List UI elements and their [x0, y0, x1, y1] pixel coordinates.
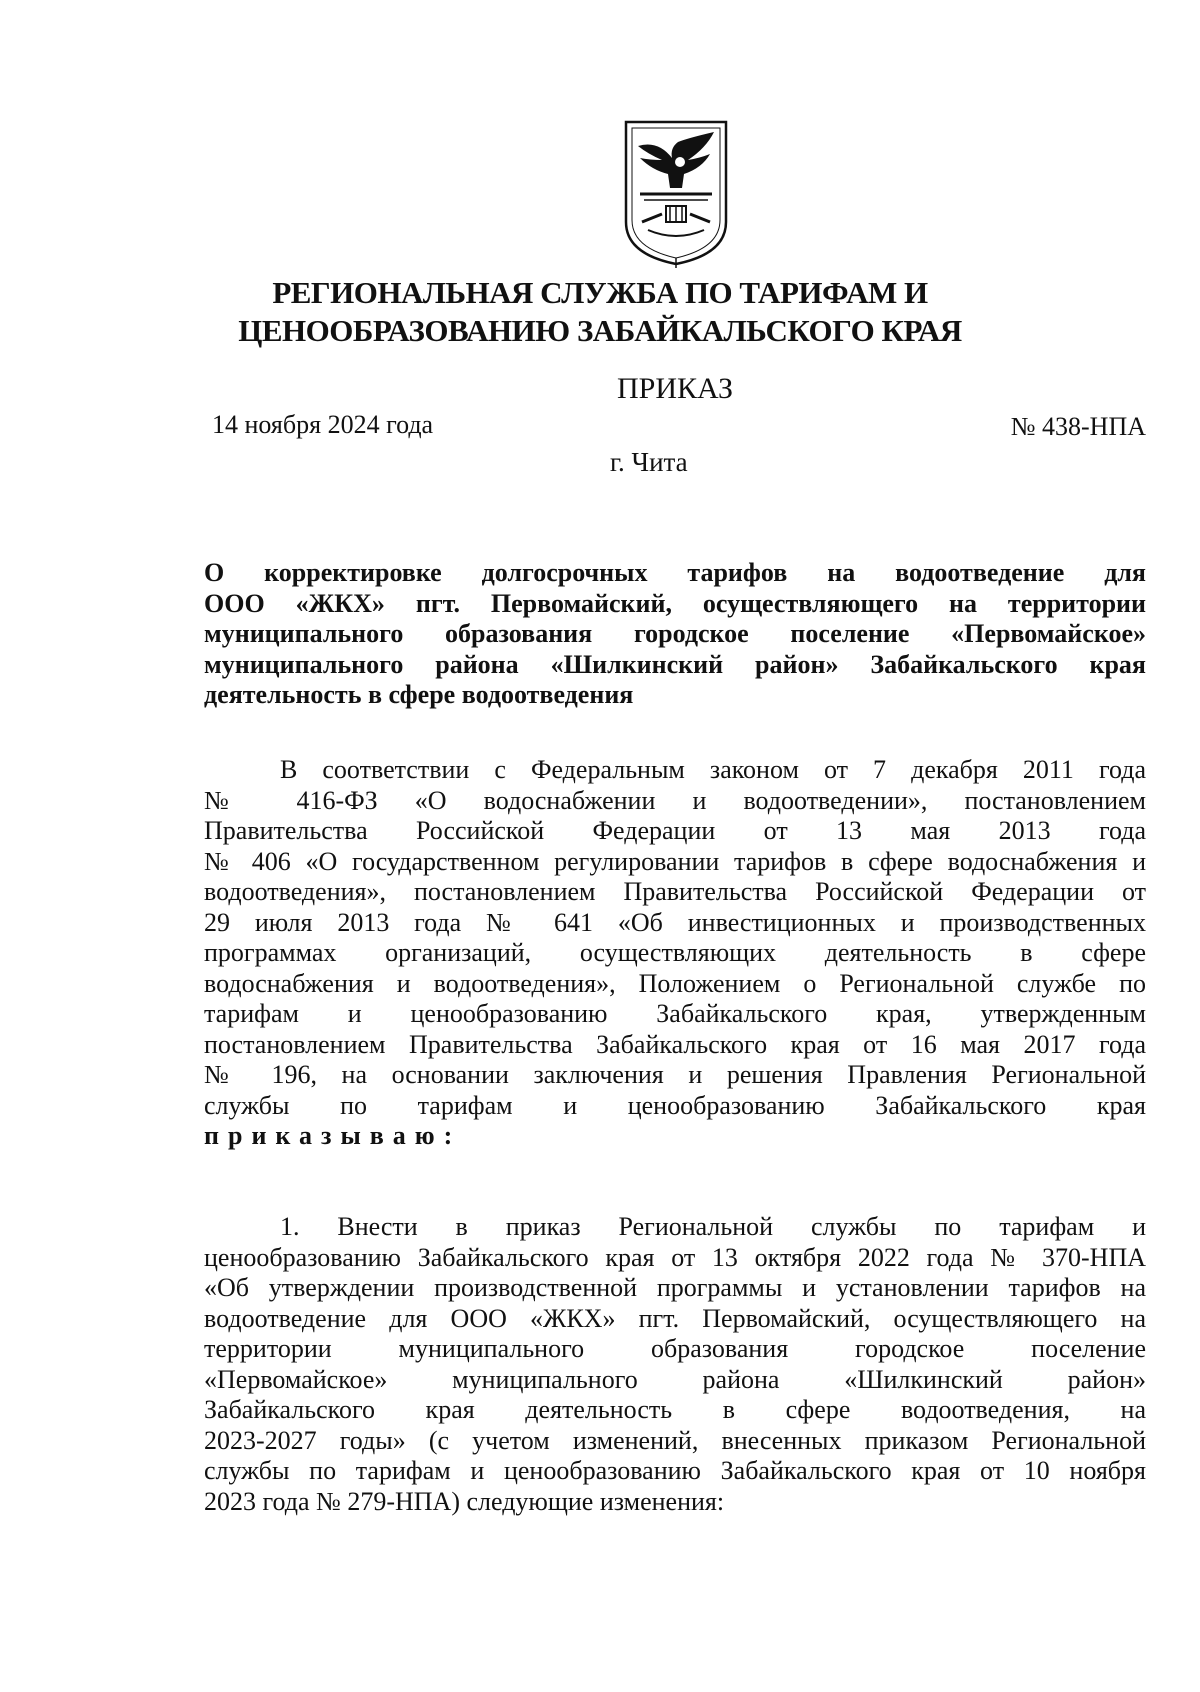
item-1-line: Забайкальского края деятельность в сфере водоотведения, на [204, 1395, 1146, 1424]
subject-line: ООО «ЖКХ» пгт. Первомайский, осуществляющего на территории [204, 588, 1146, 618]
document-date: 14 ноября 2024 года [212, 410, 434, 439]
organization-title [0, 274, 1200, 350]
item-1-line: водоотведение для ООО «ЖКХ» пгт. Первомайский, осуществляющего на [204, 1303, 1146, 1333]
preamble-line: тарифам и ценообразованию Забайкальского края, утвержденным [204, 999, 1146, 1028]
order-directive: приказываю: [204, 1121, 462, 1150]
subject-line: О корректировке долгосрочных тарифов на водоотведение для [204, 558, 1146, 587]
preamble-line: 29 июля 2013 года № 641 «Об инвестиционных и производственных [204, 907, 1146, 937]
preamble-line: № 196, на основании заключения и решения Правления Региональной [204, 1060, 1146, 1089]
preamble-line: службы по тарифам и ценообразованию Забайкальского края [204, 1090, 1146, 1120]
item-1-line: ценообразованию Забайкальского края от 13 октября 2022 года № 370-НПА [204, 1242, 1146, 1272]
eagle-shield-icon [618, 118, 734, 268]
preamble-line: № 406 «О государственном регулировании тарифов в сфере водоснабжения и [204, 846, 1146, 876]
preamble-line: Правительства Российской Федерации от 13 мая 2013 года [204, 816, 1146, 845]
preamble-line: постановлением Правительства Забайкальского края от 16 мая 2017 года [204, 1029, 1146, 1059]
document-type: ПРИКАЗ [617, 372, 733, 405]
preamble-line: водоотведения», постановлением Правительства Российской Федерации от [204, 877, 1146, 906]
subject-line: муниципального образования городское поселение «Первомайское» [204, 619, 1146, 648]
organization-title-line-2: ЦЕНООБРАЗОВАНИЮ ЗАБАЙКАЛЬСКОГО КРАЯ [238, 313, 962, 348]
preamble-line: водоснабжения и водоотведения», Положением о Региональной службе по [204, 968, 1146, 998]
document-number: № 438-НПА [1010, 412, 1146, 441]
preamble-line: программах организаций, осуществляющих деятельность в сфере [204, 938, 1146, 967]
item-1-line: 2023-2027 годы» (с учетом изменений, внесенных приказом Региональной [204, 1425, 1146, 1455]
subject-line: муниципального района «Шилкинский район» Забайкальского края [204, 649, 1146, 679]
item-1-line: «Первомайское» муниципального района «Шилкинский район» [204, 1364, 1146, 1394]
subject-line: деятельность в сфере водоотведения [204, 680, 634, 709]
item-1-line: «Об утверждении производственной программы и установлении тарифов на [204, 1273, 1146, 1302]
item-1-line: территории муниципального образования городское поселение [204, 1334, 1146, 1363]
coat-of-arms-emblem [618, 118, 734, 268]
organization-title-line-1: РЕГИОНАЛЬНАЯ СЛУЖБА ПО ТАРИФАМ И [272, 275, 928, 310]
item-1-line: 1. Внести в приказ Региональной службы по тарифам и [280, 1212, 1146, 1241]
preamble-line: № 416-ФЗ «О водоснабжении и водоотведении», постановлением [204, 785, 1146, 815]
document-subject [204, 558, 1146, 711]
item-1-line: службы по тарифам и ценообразованию Забайкальского края от 10 ноября [204, 1456, 1146, 1485]
item-1-line: 2023 года № 279-НПА) следующие изменения: [204, 1486, 725, 1516]
document-city: г. Чита [610, 447, 688, 477]
preamble-paragraph [204, 755, 1146, 1152]
item-1-paragraph [204, 1212, 1146, 1517]
preamble-line: В соответствии с Федеральным законом от 7 декабря 2011 года [280, 755, 1146, 784]
